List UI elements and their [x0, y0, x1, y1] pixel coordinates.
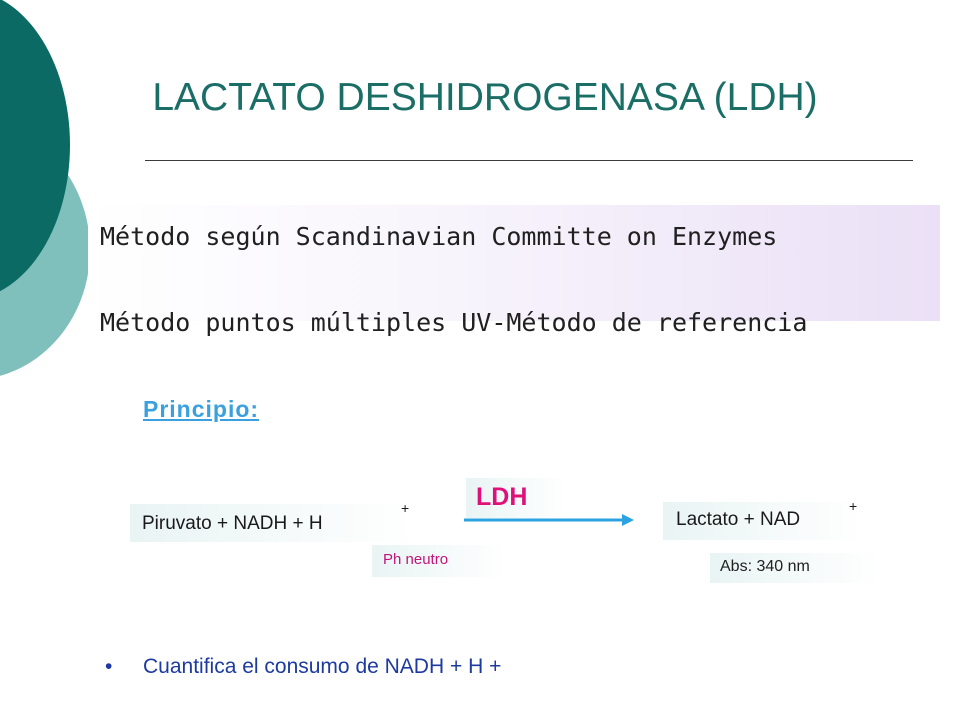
bullet-item [105, 655, 501, 679]
bullet-text: Cuantifica el consumo de NADH + H + [143, 655, 502, 678]
principio-heading: Principio: [143, 396, 260, 422]
method-line-2: Método puntos múltiples UV-Método de referencia [100, 308, 808, 337]
substrates-superscript: + [401, 500, 410, 516]
bullet-dot-icon: • [105, 655, 113, 678]
products-superscript: + [849, 498, 858, 514]
absorbance-label: Abs: 340 nm [720, 558, 810, 575]
reaction-arrow [460, 510, 640, 530]
reaction-substrates: Piruvato + NADH + H [142, 513, 323, 534]
method-line-1: Método según Scandinavian Committe on Enzymes [100, 222, 778, 251]
reaction-condition: Ph neutro [383, 551, 449, 568]
slide-title: LACTATO DESHIDROGENASA (LDH) [152, 76, 818, 119]
reaction-products: Lactato + NAD [676, 509, 801, 530]
enzyme-label: LDH [476, 483, 528, 511]
title-divider [145, 160, 913, 161]
